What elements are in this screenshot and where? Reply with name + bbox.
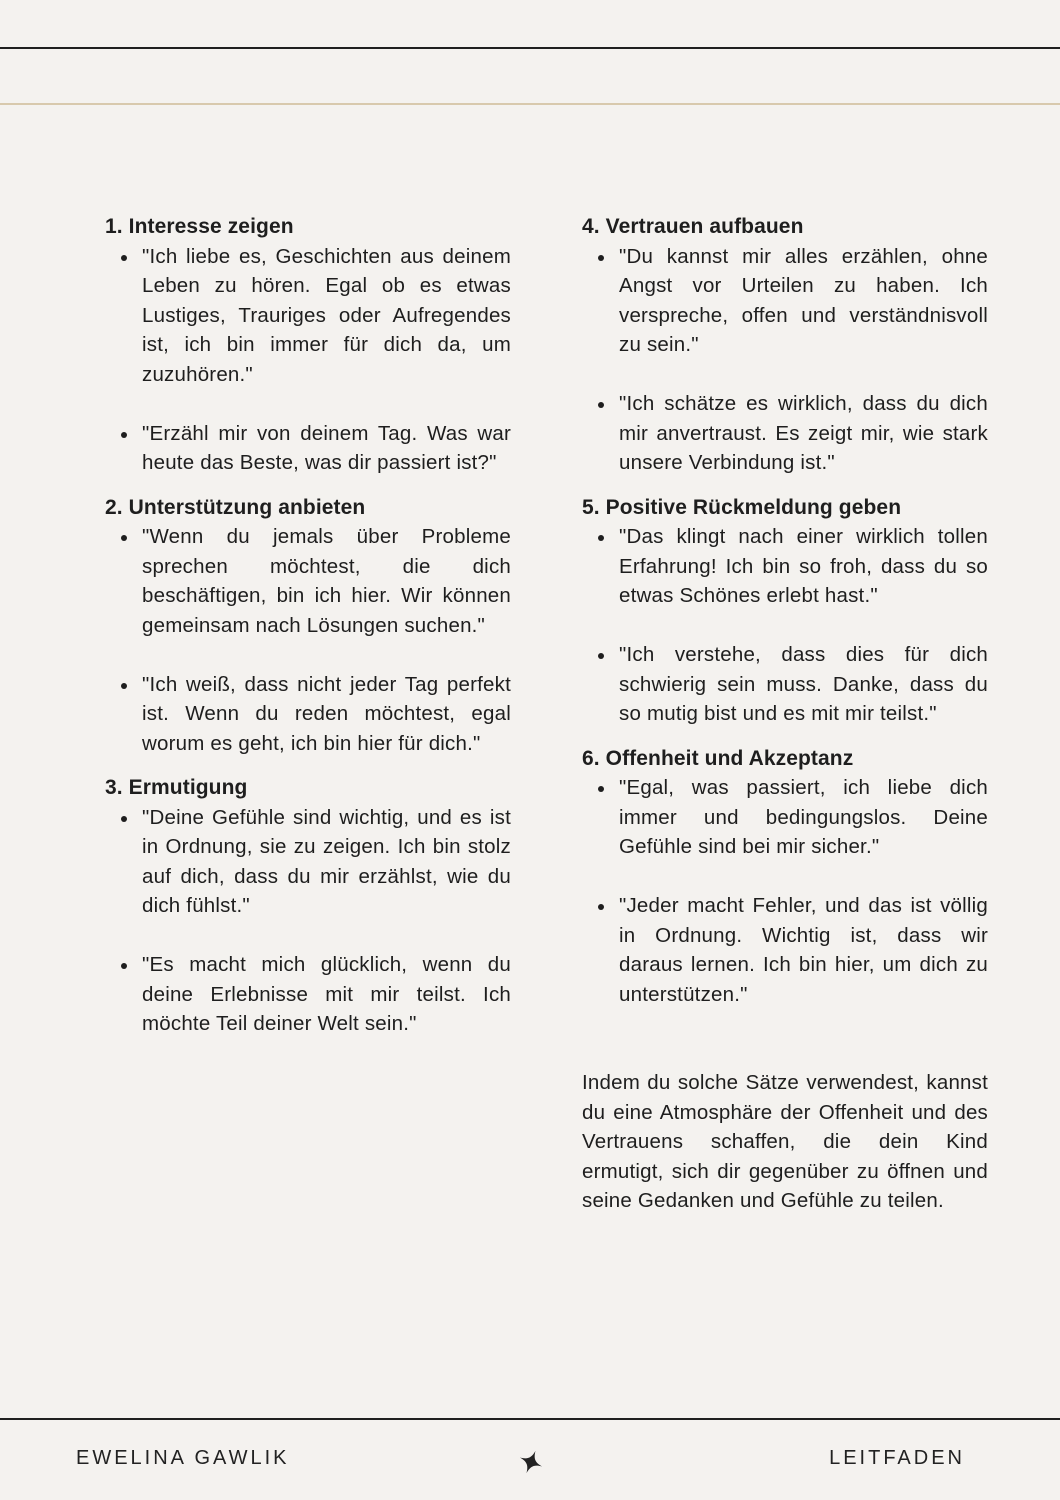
quote-list bbox=[582, 773, 988, 1009]
section-interesse-zeigen bbox=[105, 212, 511, 478]
quote-list bbox=[582, 242, 988, 478]
quote-list bbox=[582, 522, 988, 729]
quote-item: "Deine Gefühle sind wichtig, und es ist in Ordnung, sie zu zeigen. Ich bin stolz auf dich, dass du mir erzählst, wie du dich fühlst." bbox=[142, 803, 511, 921]
quote-item: "Egal, was passiert, ich liebe dich immer und bedingungslos. Deine Gefühle sind bei mir sicher." bbox=[619, 773, 988, 862]
section-title: 5. Positive Rückmeldung geben bbox=[582, 495, 902, 519]
left-column bbox=[105, 212, 511, 1054]
section-positive-rueckmeldung bbox=[582, 493, 988, 729]
section-offenheit-akzeptanz bbox=[582, 744, 988, 1010]
quote-item: "Wenn du jemals über Probleme sprechen möchtest, die dich beschäftigen, bin ich hier. Wir können gemeinsam nach Lösungen suchen." bbox=[142, 522, 511, 640]
right-column bbox=[582, 212, 988, 1216]
quote-item: "Ich schätze es wirklich, dass du dich mir anvertraust. Es zeigt mir, wie stark unsere Verbindung ist." bbox=[619, 389, 988, 478]
section-ermutigung bbox=[105, 773, 511, 1039]
top-divider bbox=[0, 47, 1060, 49]
quote-item: "Erzähl mir von deinem Tag. Was war heute das Beste, was dir passiert ist?" bbox=[142, 419, 511, 478]
section-title: 6. Offenheit und Akzeptanz bbox=[582, 746, 854, 770]
section-unterstuetzung-anbieten bbox=[105, 493, 511, 759]
quote-item: "Das klingt nach einer wirklich tollen Erfahrung! Ich bin so froh, dass du so etwas Schönes erlebt hast." bbox=[619, 522, 988, 611]
quote-item: "Ich weiß, dass nicht jeder Tag perfekt ist. Wenn du reden möchtest, egal worum es geht, ich bin hier für dich." bbox=[142, 670, 511, 759]
section-title: 3. Ermutigung bbox=[105, 776, 248, 799]
quote-list bbox=[105, 803, 511, 1039]
four-point-star-icon bbox=[517, 1448, 545, 1476]
quote-list bbox=[105, 522, 511, 758]
quote-item: "Es macht mich glücklich, wenn du deine Erlebnisse mit mir teilst. Ich möchte Teil deiner Welt sein." bbox=[142, 950, 511, 1039]
footer-divider bbox=[0, 1418, 1060, 1420]
section-title: 1. Interesse zeigen bbox=[105, 215, 294, 238]
quote-item: "Du kannst mir alles erzählen, ohne Angst vor Urteilen zu haben. Ich verspreche, offen und verständnisvoll zu sein." bbox=[619, 242, 988, 360]
footer-author: EWELINA GAWLIK bbox=[76, 1447, 290, 1469]
accent-divider bbox=[0, 103, 1060, 105]
quote-item: "Jeder macht Fehler, und das ist völlig in Ordnung. Wichtig ist, dass wir daraus lernen. Ich bin hier, um dich zu unterstützen." bbox=[619, 891, 988, 1009]
quote-item: "Ich liebe es, Geschichten aus deinem Leben zu hören. Egal ob es etwas Lustiges, Trauriges oder Aufregendes ist, ich bin immer für dich da, um zuzuhören." bbox=[142, 242, 511, 390]
section-title: 2. Unterstützung anbieten bbox=[105, 495, 366, 519]
closing-paragraph: Indem du solche Sätze verwendest, kannst du eine Atmosphäre der Offenheit und des Vertrauens schaffen, die dein Kind ermutigt, sich dir gegenüber zu öffnen und seine Gedanken und Gefühle zu teilen. bbox=[582, 1071, 988, 1212]
quote-list bbox=[105, 242, 511, 478]
footer-label: LEITFADEN bbox=[829, 1447, 965, 1469]
section-vertrauen-aufbauen bbox=[582, 212, 988, 478]
section-title: 4. Vertrauen aufbauen bbox=[582, 215, 804, 238]
quote-item: "Ich verstehe, dass dies für dich schwierig sein muss. Danke, dass du so mutig bist und es mit mir teilst." bbox=[619, 640, 988, 729]
